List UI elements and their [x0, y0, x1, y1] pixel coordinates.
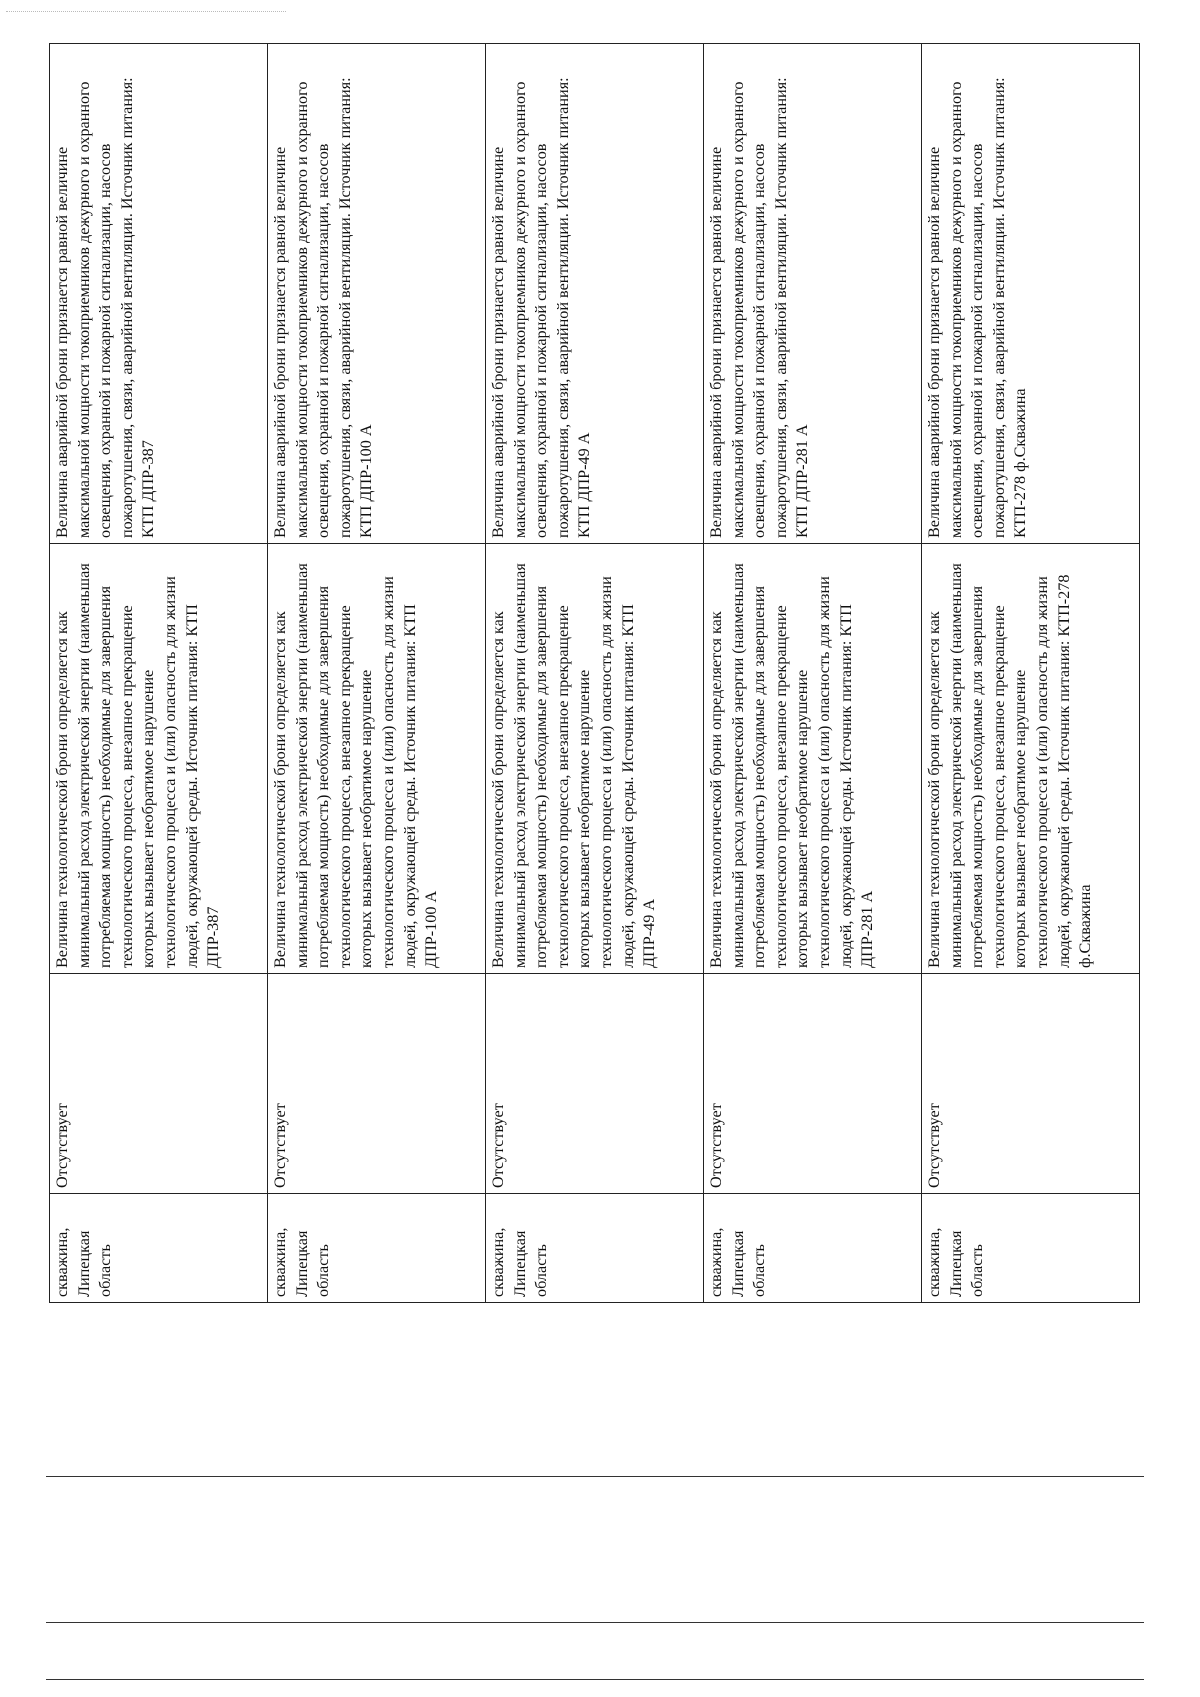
rotated-table-wrapper: [49, 44, 1140, 1303]
technological-reserve-cell: Величина технологической брони определяется как минимальный расход электрической энергии (наименьшая потребляемая мощность) необходимые для завершения технологического процесса, внезапное прекращение которых вызывает необратимое нарушение технологического процесса и (или) опасность для жизни людей, окружающей среды. Источник питания: КТП ДПР-387: [50, 544, 268, 974]
emergency-reserve-cell: Отсутствует: [704, 974, 922, 1194]
power-reservation-table: [49, 43, 1140, 1303]
location-cell: скважина, Липецкая область: [704, 1194, 922, 1303]
technological-reserve-cell: Величина технологической брони определяется как минимальный расход электрической энергии (наименьшая потребляемая мощность) необходимые для завершения технологического процесса, внезапное прекращение которых вызывает необратимое нарушение технологического процесса и (или) опасность для жизни людей, окружающей среды. Источник питания: КТП ДПР-100 А: [268, 544, 486, 974]
location-cell: скважина, Липецкая область: [268, 1194, 486, 1303]
table-row: [268, 44, 486, 1303]
emergency-armor-cell: Величина аварийной брони признается равной величине максимальной мощности токоприемников дежурного и охранного освещения, охранной и пожарной сигнализации, насосов пожаротушения, связи, аварийной вентиляции. Источник питания: КТП ДПР-49 А: [486, 44, 704, 544]
emergency-reserve-cell: Отсутствует: [486, 974, 704, 1194]
rotated-table-frame: [49, 44, 1140, 1303]
table-row: [486, 44, 704, 1303]
location-cell: скважина, Липецкая область: [486, 1194, 704, 1303]
technological-reserve-cell: Величина технологической брони определяется как минимальный расход электрической энергии (наименьшая потребляемая мощность) необходимые для завершения технологического процесса, внезапное прекращение которых вызывает необратимое нарушение технологического процесса и (или) опасность для жизни людей, окружающей среды. Источник питания: КТП-278 ф.Скважина: [922, 544, 1140, 974]
emergency-armor-cell: Величина аварийной брони признается равной величине максимальной мощности токоприемников дежурного и охранного освещения, охранной и пожарной сигнализации, насосов пожаротушения, связи, аварийной вентиляции. Источник питания: КТП ДПР-387: [50, 44, 268, 544]
emergency-armor-cell: Величина аварийной брони признается равной величине максимальной мощности токоприемников дежурного и охранного освещения, охранной и пожарной сигнализации, насосов пожаротушения, связи, аварийной вентиляции. Источник питания: КТП-278 ф.Скважина: [922, 44, 1140, 544]
location-cell: скважина, Липецкая область: [50, 1194, 268, 1303]
technological-reserve-cell: Величина технологической брони определяется как минимальный расход электрической энергии (наименьшая потребляемая мощность) необходимые для завершения технологического процесса, внезапное прекращение которых вызывает необратимое нарушение технологического процесса и (или) опасность для жизни людей, окружающей среды. Источник питания: КТП ДПР-281 А: [704, 544, 922, 974]
signature-line: [46, 1679, 1144, 1680]
table-row: [50, 44, 268, 1303]
scan-edge-mark: [6, 11, 286, 12]
signature-line: [46, 1476, 1144, 1477]
signature-line: [46, 1622, 1144, 1623]
emergency-reserve-cell: Отсутствует: [922, 974, 1140, 1194]
technological-reserve-cell: Величина технологической брони определяется как минимальный расход электрической энергии (наименьшая потребляемая мощность) необходимые для завершения технологического процесса, внезапное прекращение которых вызывает необратимое нарушение технологического процесса и (или) опасность для жизни людей, окружающей среды. Источник питания: КТП ДПР-49 А: [486, 544, 704, 974]
emergency-reserve-cell: Отсутствует: [50, 974, 268, 1194]
table-row: [704, 44, 922, 1303]
emergency-armor-cell: Величина аварийной брони признается равной величине максимальной мощности токоприемников дежурного и охранного освещения, охранной и пожарной сигнализации, насосов пожаротушения, связи, аварийной вентиляции. Источник питания: КТП ДПР-281 А: [704, 44, 922, 544]
table-row: [922, 44, 1140, 1303]
location-cell: скважина, Липецкая область: [922, 1194, 1140, 1303]
emergency-armor-cell: Величина аварийной брони признается равной величине максимальной мощности токоприемников дежурного и охранного освещения, охранной и пожарной сигнализации, насосов пожаротушения, связи, аварийной вентиляции. Источник питания: КТП ДПР-100 А: [268, 44, 486, 544]
emergency-reserve-cell: Отсутствует: [268, 974, 486, 1194]
